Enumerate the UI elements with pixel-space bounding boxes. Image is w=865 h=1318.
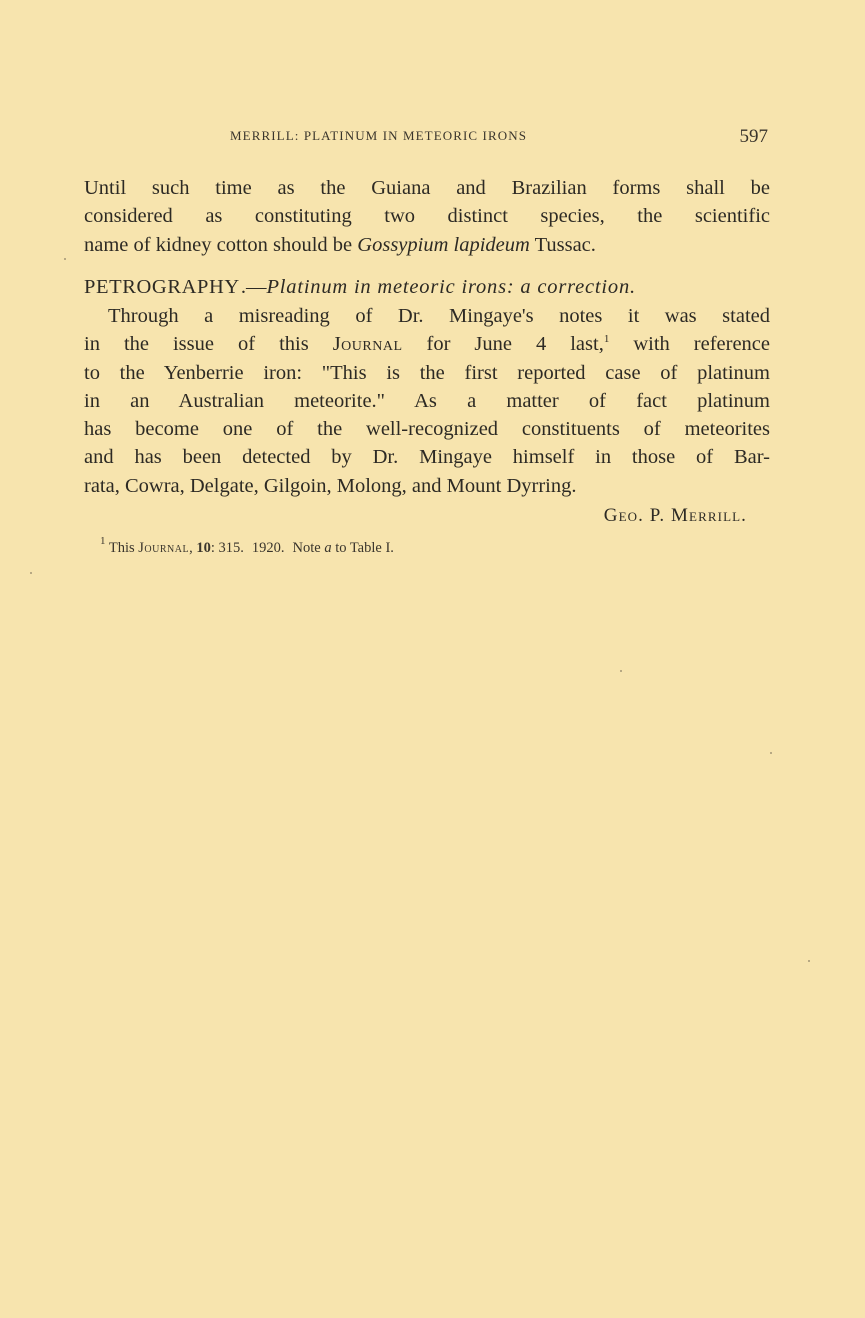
- paragraph-line: Until such time as the Guiana and Brazilian forms shall be: [84, 177, 770, 199]
- footnote-reference: 1: [603, 333, 610, 346]
- paper-speck: [30, 572, 32, 574]
- section-category: PETROGRAPHY: [84, 276, 240, 298]
- page-number: 597: [739, 126, 768, 147]
- paper-speck: [64, 258, 66, 260]
- year: 1920.: [251, 540, 285, 556]
- section-subtitle: Platinum in meteoric irons: a correction.: [266, 276, 636, 298]
- text-run: for June 4 last,: [402, 333, 604, 356]
- text-run: Note: [292, 540, 325, 556]
- text-run: This: [105, 540, 139, 556]
- volume-number: 10: [196, 540, 211, 556]
- paragraph-correction: [84, 302, 770, 500]
- note-letter: a: [324, 540, 332, 556]
- paragraph-line: [84, 330, 770, 358]
- text-run: name of kidney cotton should be: [84, 233, 358, 256]
- section-separator: .—: [240, 276, 267, 298]
- paragraph-line: considered as constituting two distinct species, the scientific: [84, 205, 770, 228]
- text-run: to Table I.: [331, 540, 394, 556]
- page-range: : 315.: [210, 540, 244, 556]
- paragraph-line: has become one of the well-recognized constituents of meteorites: [84, 418, 770, 441]
- paragraph-line: and has been detected by Dr. Mingaye himself in those of Bar-: [84, 446, 770, 469]
- paragraph-continued: [84, 174, 770, 259]
- running-title: MERRILL: PLATINUM IN METEORIC IRONS: [230, 128, 528, 143]
- paper-speck: [770, 752, 772, 754]
- paper-speck: [620, 670, 622, 672]
- paragraph-line: to the Yenberrie iron: "This is the first reported case of platinum: [84, 361, 770, 384]
- text-run: Tussac.: [529, 233, 596, 256]
- author-signature: Geo. P. Merrill.: [603, 505, 747, 526]
- paragraph-line: in an Australian meteorite." As a matter of fact platinum: [84, 389, 770, 412]
- paragraph-line: [84, 231, 770, 259]
- footnote: $^1$ This Journal, 10: 315. 1920. Note a to Table I.: [100, 535, 394, 556]
- text-run: in the issue of this: [84, 333, 333, 356]
- text-run: with reference: [609, 333, 770, 356]
- paragraph-line: Through a misreading of Dr. Mingaye's notes it was stated: [108, 305, 770, 327]
- footnote-marker: 1: [100, 535, 106, 547]
- section-heading: [84, 273, 774, 301]
- journal-name: Journal: [138, 540, 190, 556]
- journal-name: Journal: [332, 333, 403, 356]
- paragraph-line: rata, Cowra, Delgate, Gilgoin, Molong, and Mount Dyrring.: [84, 474, 577, 497]
- running-head: [84, 126, 768, 150]
- species-name: Gossypium lapideum: [357, 233, 530, 256]
- paper-speck: [808, 960, 810, 962]
